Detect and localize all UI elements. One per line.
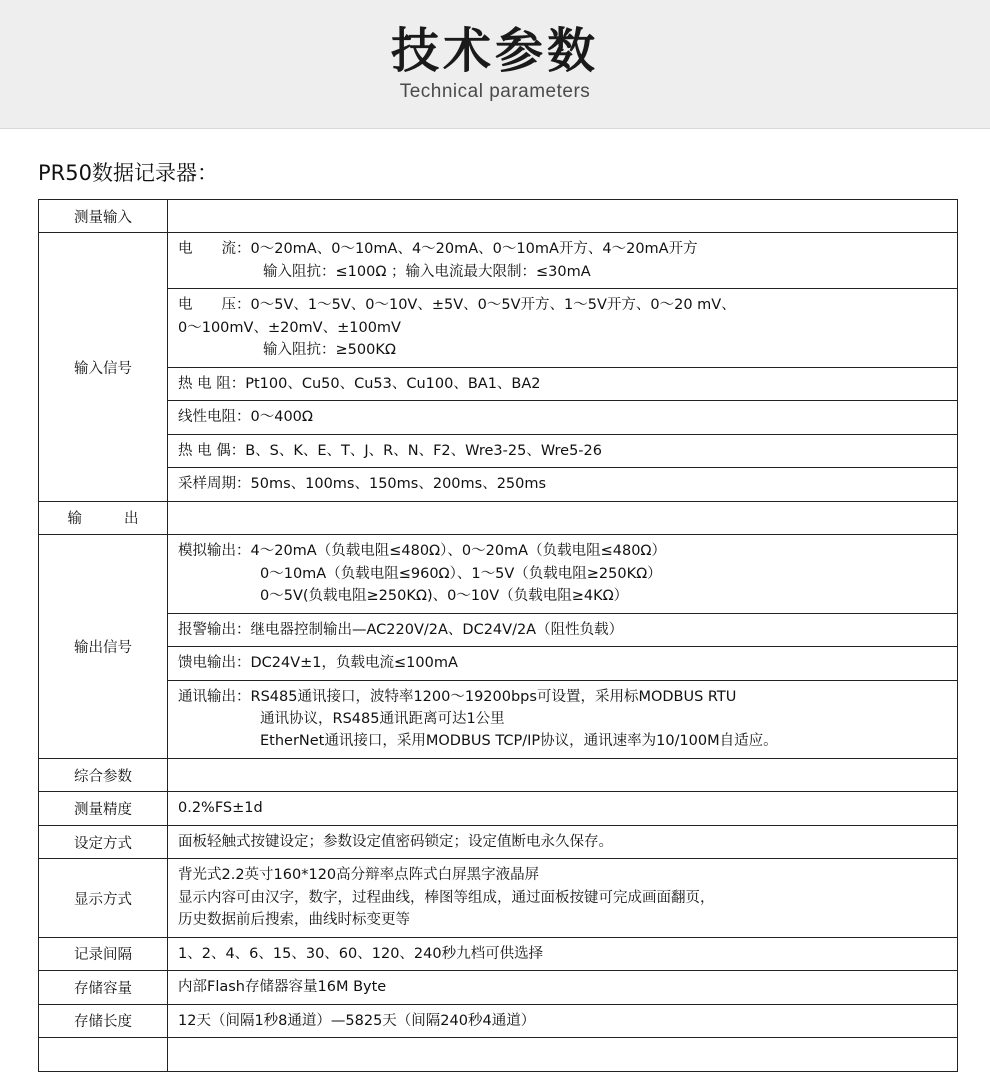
row-value — [168, 825, 958, 858]
row-label: 设定方式 — [39, 825, 168, 858]
value-block — [168, 535, 957, 613]
row-value — [168, 971, 958, 1004]
value-line: 0～5V(负载电阻≥250KΩ)、0～10V（负载电阻≥4KΩ） — [260, 588, 629, 605]
table-row — [39, 937, 958, 970]
value-line: 输入阻抗：≤100Ω ；输入电流最大限制：≤30mA — [263, 263, 591, 280]
table-row — [39, 233, 958, 501]
value-line: 0～10mA（负载电阻≤960Ω）、1～5V（负载电阻≥250KΩ） — [260, 565, 662, 582]
row-value — [168, 233, 958, 501]
value-line: 热 电 偶：B、S、K、E、T、J、R、N、F2、Wre3-25、Wre5-26 — [178, 442, 602, 459]
table-row — [39, 1038, 958, 1071]
value-block — [168, 289, 957, 367]
row-label: 输入信号 — [39, 233, 168, 501]
value-line: 馈电输出：DC24V±1，负载电流≤100mA — [178, 655, 458, 672]
value-block — [168, 233, 957, 289]
row-value — [168, 792, 958, 825]
value-block — [168, 681, 957, 758]
value-line: 热 电 阻：Pt100、Cu50、Cu53、Cu100、BA1、BA2 — [178, 375, 541, 392]
row-value — [168, 501, 958, 534]
row-label: 存储容量 — [39, 971, 168, 1004]
value-line: EtherNet通讯接口，采用MODBUS TCP/IP协议，通讯速率为10/100M自适应。 — [260, 733, 778, 750]
row-label: 综合参数 — [39, 758, 168, 791]
page-banner — [0, 0, 990, 129]
value-line: 线性电阻：0～400Ω — [178, 409, 313, 426]
table-row — [39, 792, 958, 825]
value-block — [168, 859, 957, 936]
table-row — [39, 501, 958, 534]
value-block — [168, 938, 957, 970]
banner-title: 技术参数 — [390, 23, 599, 80]
value-line: 报警输出：继电器控制输出—AC220V/2A、DC24V/2A（阻性负载） — [178, 621, 624, 638]
table-row — [39, 859, 958, 937]
table-row — [39, 825, 958, 858]
value-block — [168, 792, 957, 824]
value-line: 采样周期：50ms、100ms、150ms、200ms、250ms — [178, 476, 547, 493]
row-label: 测量精度 — [39, 792, 168, 825]
value-line: 内部Flash存储器容量16M Byte — [178, 979, 387, 996]
value-line: 模拟输出：4～20mA（负载电阻≤480Ω）、0～20mA（负载电阻≤480Ω） — [178, 543, 666, 560]
table-row — [39, 200, 958, 233]
table-row — [39, 971, 958, 1004]
row-label: 测量输入 — [39, 200, 168, 233]
value-line: 12天（间隔1秒8通道）—5825天（间隔240秒4通道） — [178, 1012, 536, 1029]
row-value — [168, 758, 958, 791]
banner-subtitle: Technical parameters — [399, 80, 591, 102]
value-line: 1、2、4、6、15、30、60、120、240秒九档可供选择 — [178, 945, 544, 962]
value-line: 通讯输出：RS485通讯接口，波特率1200～19200bps可设置，采用标MODBUS RTU — [178, 688, 737, 705]
value-line: 背光式2.2英寸160*120高分辩率点阵式白屏黑字液晶屏 — [178, 867, 540, 884]
row-label: 显示方式 — [39, 859, 168, 937]
value-block — [168, 647, 957, 680]
value-line: 电 流：0～20mA、0～10mA、4～20mA、0～10mA开方、4～20mA开方 — [178, 241, 698, 258]
spec-table — [38, 199, 958, 1072]
value-block — [168, 468, 957, 500]
row-value — [168, 1004, 958, 1037]
value-block — [168, 435, 957, 468]
row-label: 输出信号 — [39, 535, 168, 759]
row-value — [168, 859, 958, 937]
value-line: 通讯协议，RS485通讯距离可达1公里 — [260, 710, 505, 727]
value-line: 0～100mV、±20mV、±100mV — [178, 319, 401, 336]
value-block — [168, 401, 957, 434]
value-block — [168, 614, 957, 647]
row-value — [168, 535, 958, 759]
value-line: 输入阻抗：≥500KΩ — [263, 342, 396, 359]
spec-table-wrapper — [38, 199, 958, 1072]
value-line: 历史数据前后搜索，曲线时标变更等 — [178, 912, 410, 929]
value-line: 面板轻触式按键设定；参数设定值密码锁定；设定值断电永久保存。 — [178, 833, 613, 850]
page-title: PR50数据记录器： — [38, 161, 218, 185]
row-value — [168, 1038, 958, 1071]
row-value — [168, 937, 958, 970]
value-block — [168, 826, 957, 858]
table-row — [39, 1004, 958, 1037]
value-block — [168, 971, 957, 1003]
value-line: 显示内容可由汉字，数字，过程曲线，棒图等组成，通过面板按键可完成画面翻页， — [178, 889, 715, 906]
table-row — [39, 758, 958, 791]
row-value — [168, 200, 958, 233]
row-label: 存储长度 — [39, 1004, 168, 1037]
value-block — [168, 1005, 957, 1037]
row-label — [39, 1038, 168, 1071]
value-line: 0.2%FS±1d — [178, 800, 263, 817]
row-label: 输 出 — [39, 501, 168, 534]
value-line: 电 压：0～5V、1～5V、0～10V、±5V、0～5V开方、1～5V开方、0～20 mV、 — [178, 297, 736, 314]
row-label: 记录间隔 — [39, 937, 168, 970]
table-row — [39, 535, 958, 759]
value-block — [168, 368, 957, 401]
